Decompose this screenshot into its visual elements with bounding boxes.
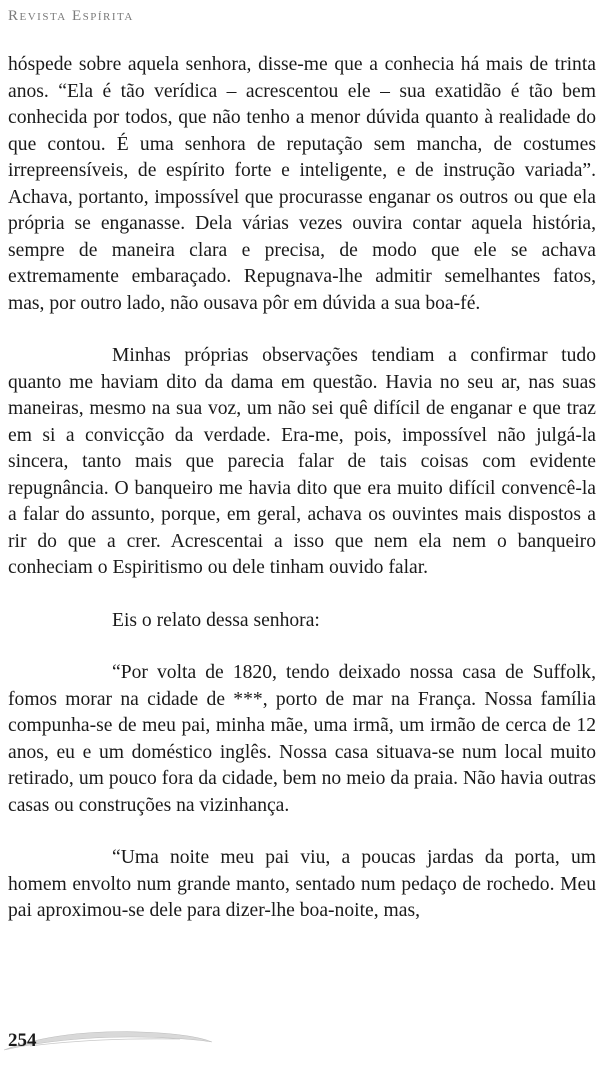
paragraph: Minhas próprias observações tendiam a confirmar tudo quanto me haviam dito da dama em questão. Havia no seu ar, nas suas maneiras, mesmo na sua voz, um não sei quê difícil de enganar e que traz em si a convicção da verdade. Era-me, pois, impossível não julgá-la sincera, tanto mais que parecia falar de tais coisas com evidente repugnância. O banqueiro me havia dito que era muito difícil convencê-la a falar do assunto, porque, em geral, achava os ouvintes mais dispostos a rir do que a crer. Acrescentai a isso que nem ela nem o banqueiro conheciam o Espiritismo ou dele tinham ouvido falar. [8,345,596,578]
paragraph: “Por volta de 1820, tendo deixado nossa casa de Suffolk, fomos morar na cidade de ***, porto de mar na França. Nossa família compunha-se de meu pai, minha mãe, uma irmã, um irmão de cerca de 12 anos, eu e um doméstico inglês. Nossa casa situava-se num local muito retirado, um pouco fora da cidade, bem no meio da praia. Não havia outras casas ou construções na vizinhança. [8,662,596,816]
paragraph: Eis o relato dessa senhora: [112,609,320,631]
paragraph-continued: hóspede sobre aquela senhora, disse-me que a conhecia há mais de trinta anos. “Ela é tão verídica – acrescentou ele – sua exatidão é tão bem conhecida por todos, que não tenho a menor dúvida quanto à realidade do que contou. É uma senhora de reputação sem mancha, de costumes irrepreensíveis, de espírito forte e inteligente, e de instrução variada”. Achava, portanto, impossível que procurasse enganar os outros ou que ela própria se enganasse. Dela várias vezes ouvira contar aquela história, sempre de maneira clara e precisa, de modo que ele se achava extremamente embaraçado. Repugnava-lhe admitir semelhantes fatos, mas, por outro lado, não ousava pôr em dúvida a sua boa-fé. [8,54,596,314]
page-number: 254 [8,1030,37,1051]
body-text [8,52,596,925]
running-head: Revista Espírita [8,8,134,24]
paragraph: “Uma noite meu pai viu, a poucas jardas da porta, um homem envolto num grande manto, sentado num pedaço de rochedo. Meu pai aproximou-se dele para dizer-lhe boa-noite, mas, [8,847,596,921]
